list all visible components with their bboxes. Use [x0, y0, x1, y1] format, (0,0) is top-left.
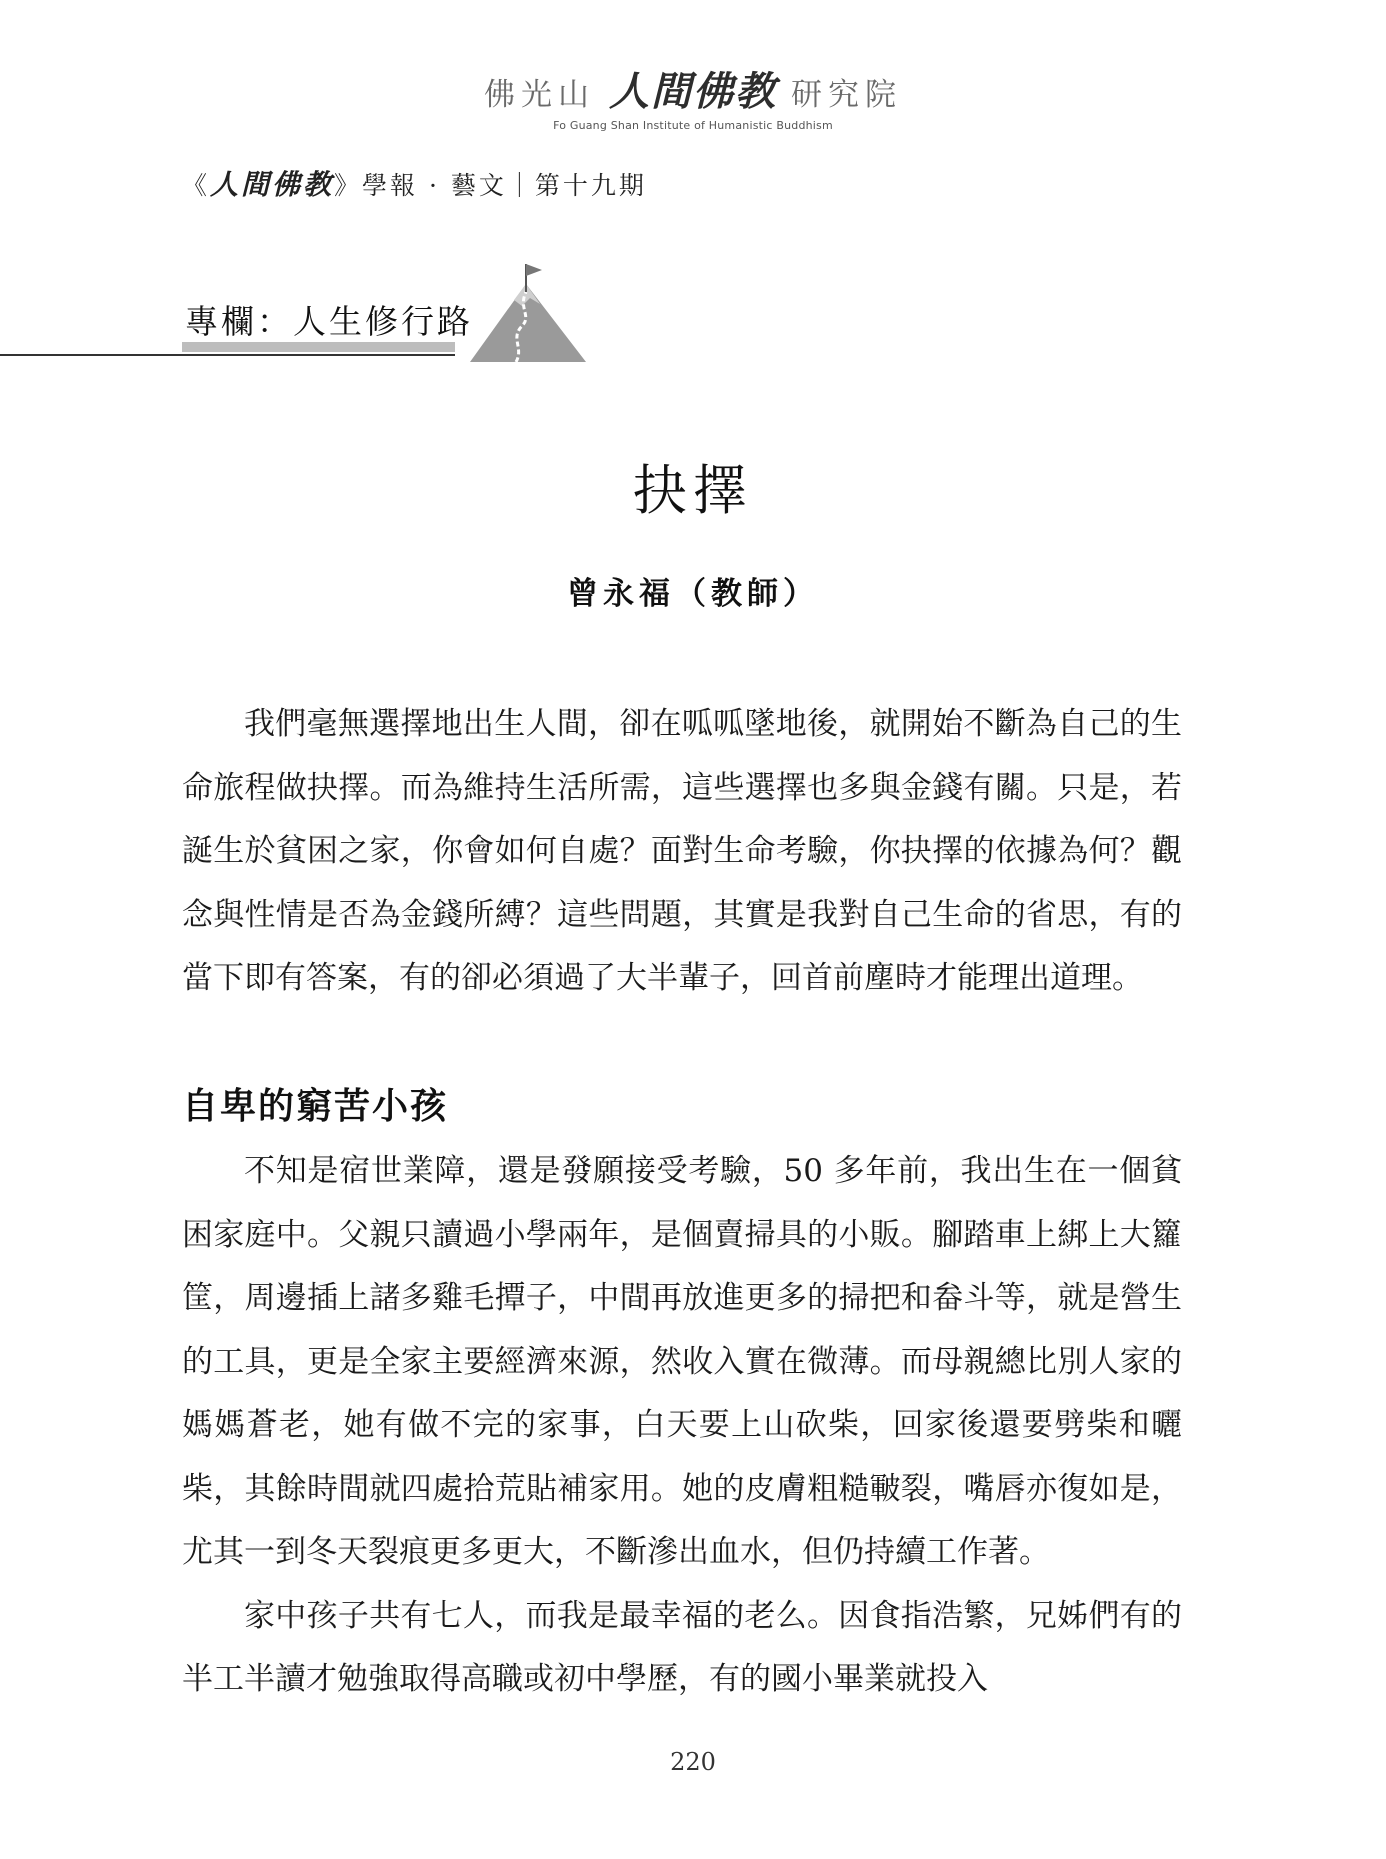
- intro-paragraph: 我們毫無選擇地出生人間，卻在呱呱墜地後，就開始不斷為自己的生命旅程做抉擇。而為維持生活所需，這些選擇也多與金錢有關。只是，若誕生於貧困之家，你會如何自處？面對生命考驗，你抉擇的依據為何？觀念與性情是否為金錢所縛？這些問題，其實是我對自己生命的省思，有的當下即有答案，有的卻必須過了大半輩子，回首前塵時才能理出道理。: [182, 706, 1182, 996]
- article-title: 抉擇: [633, 459, 753, 522]
- journal-open-bracket: 《: [182, 171, 211, 200]
- institute-banner: [0, 60, 1386, 132]
- column-label: 專欄：人生修行路: [185, 302, 473, 341]
- section-body: [182, 1140, 1182, 1712]
- section-heading: 自卑的窮苦小孩: [182, 1085, 449, 1127]
- mountain-flag-icon: [470, 262, 586, 362]
- journal-issue: 》學報 · 藝文｜第十九期: [334, 171, 647, 200]
- institute-english-name: Fo Guang Shan Institute of Humanistic Buddhism: [553, 119, 833, 132]
- journal-running-head: [182, 163, 647, 203]
- institute-name: [484, 60, 902, 117]
- article-author: 曾永福（教師）: [567, 576, 819, 612]
- journal-brand: 人間佛教: [210, 168, 335, 201]
- institute-suffix: 研究院: [791, 77, 902, 113]
- intro-section: [182, 693, 1182, 1011]
- column-rule: [0, 354, 455, 356]
- institute-brand-logo: 人間佛教: [609, 68, 777, 115]
- page-number: 220: [670, 1748, 716, 1776]
- section-paragraph: 家中孩子共有七人，而我是最幸福的老么。因食指浩繁，兄姊們有的半工半讀才勉強取得高職或初中學歷，有的國小畢業就投入: [182, 1597, 1182, 1697]
- institute-prefix: 佛光山: [484, 77, 595, 113]
- section-paragraph: 不知是宿世業障，還是發願接受考驗，50 多年前，我出生在一個貧困家庭中。父親只讀過小學兩年，是個賣掃具的小販。腳踏車上綁上大籮筐，周邊插上諸多雞毛撢子，中間再放進更多的掃把和畚斗等，就是營生的工具，更是全家主要經濟來源，然收入實在微薄。而母親總比別人家的媽媽蒼老，她有做不完的家事，白天要上山砍柴，回家後還要劈柴和曬柴，其餘時間就四處拾荒貼補家用。她的皮膚粗糙皸裂，嘴唇亦復如是，尤其一到冬天裂痕更多更大，不斷滲出血水，但仍持續工作著。: [182, 1153, 1182, 1570]
- column-underline-bar: [182, 342, 455, 352]
